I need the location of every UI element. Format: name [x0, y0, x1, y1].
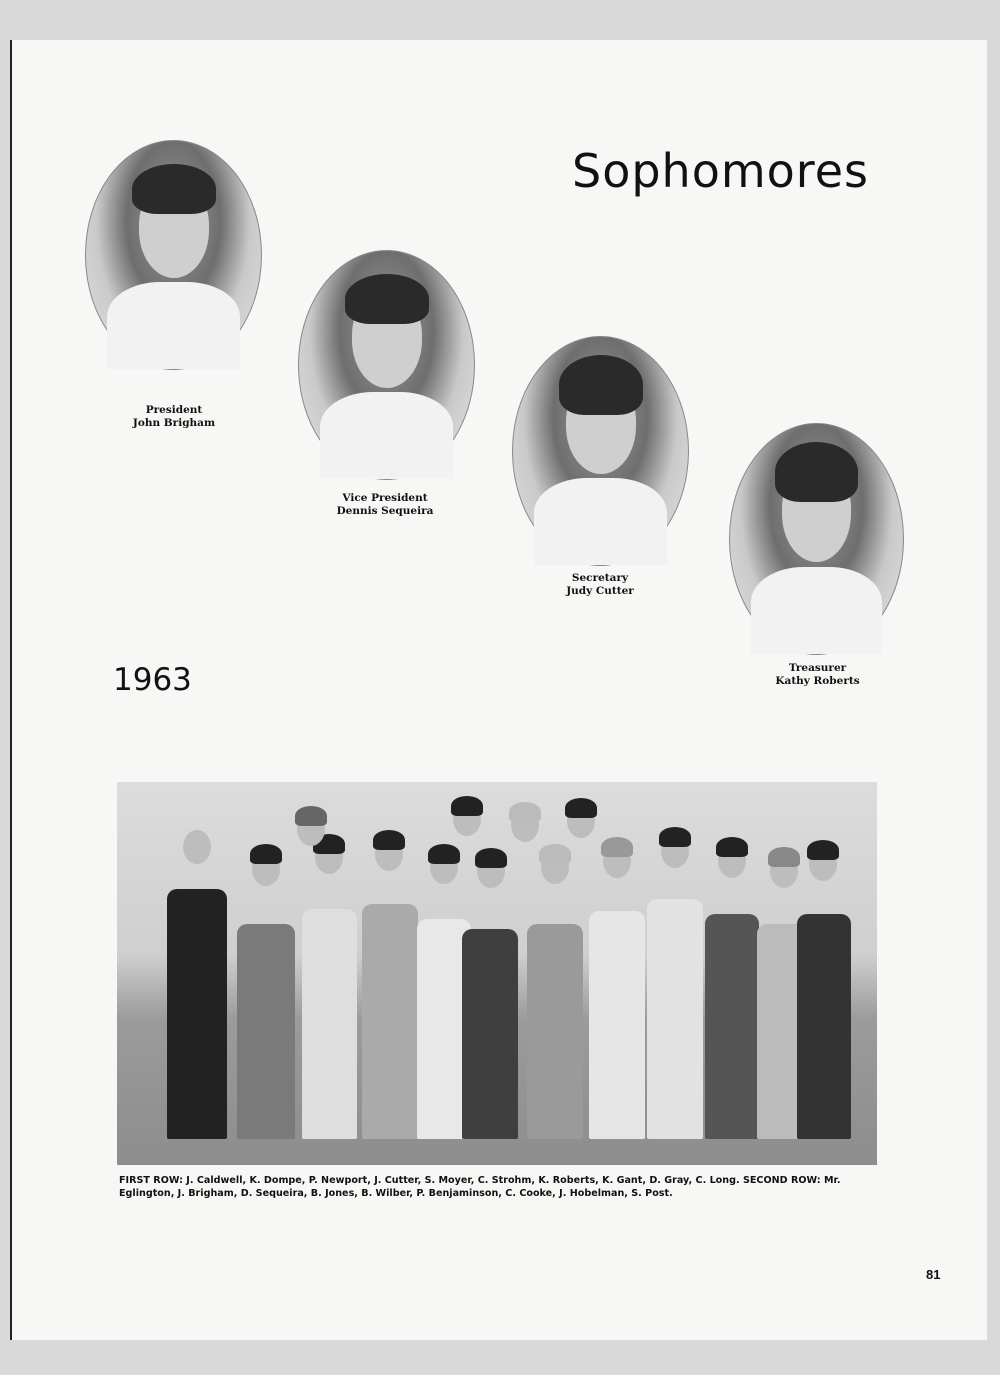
officer-name: John Brigham	[132, 417, 216, 429]
officer-role: Secretary	[571, 572, 629, 584]
officer-caption-president	[100, 404, 248, 430]
officer-caption-vice-president	[310, 492, 460, 518]
officer-caption-treasurer	[740, 662, 895, 688]
officer-name: Judy Cutter	[566, 585, 634, 597]
page-number: 81	[926, 1267, 941, 1282]
group-photo	[117, 782, 877, 1165]
officer-portrait-treasurer	[729, 423, 904, 655]
group-photo-caption: FIRST ROW: J. Caldwell, K. Dompe, P. Newport, J. Cutter, S. Moyer, C. Strohm, K. Roberts, K. Gant, D. Gray, C. Long. SECOND ROW: Mr. Eglington, J. Brigham, D. Sequeira, B. Jones, B. Wilber, P. Benjaminson, C. Cooke, J. Hobelman, S. Post.	[119, 1175, 841, 1199]
officer-caption-secretary	[525, 572, 675, 598]
officer-role: Treasurer	[788, 662, 847, 674]
officer-name: Kathy Roberts	[775, 675, 860, 687]
officer-role: Vice President	[342, 492, 428, 504]
year-label: 1963	[113, 662, 192, 698]
officer-portrait-president	[85, 140, 262, 370]
page-title: Sophomores	[572, 144, 869, 198]
officer-name: Dennis Sequeira	[336, 505, 434, 517]
officer-portrait-secretary	[512, 336, 689, 566]
officer-portrait-vice-president	[298, 250, 475, 480]
officer-role: President	[145, 404, 203, 416]
